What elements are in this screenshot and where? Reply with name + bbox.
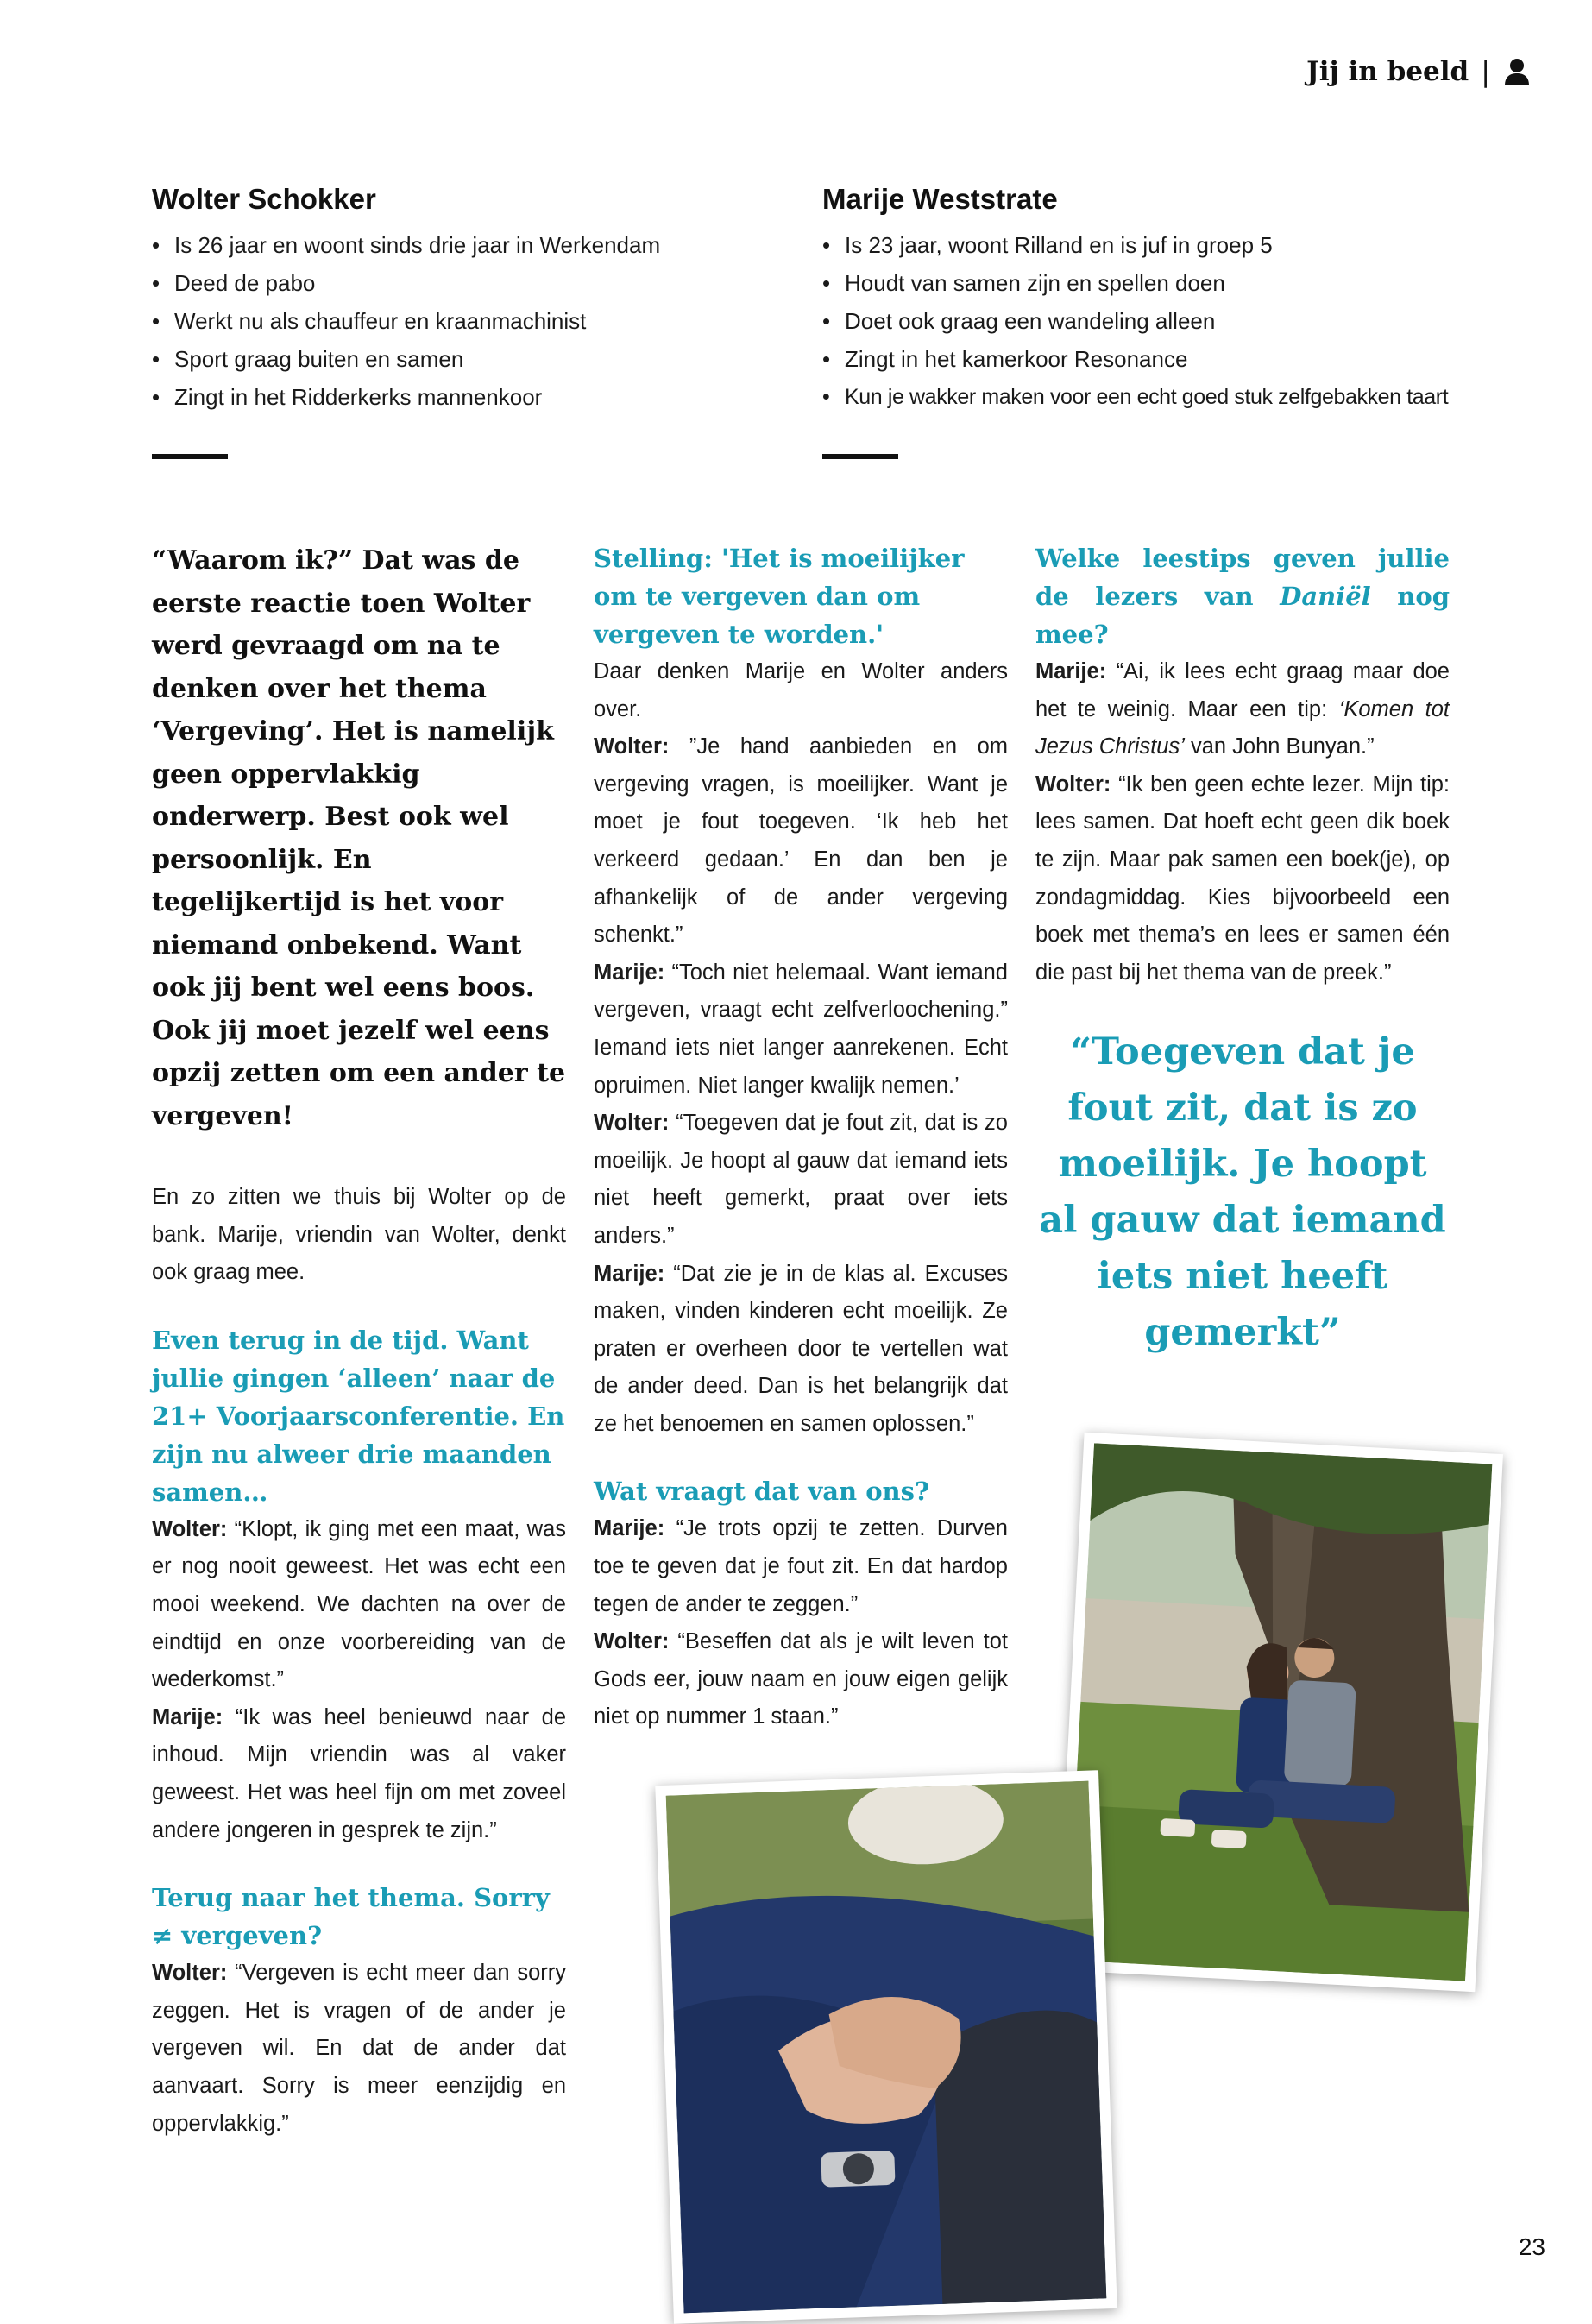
- fact-list: [822, 226, 1448, 416]
- fact-item: • Houdt van samen zijn en spellen doen: [822, 264, 1448, 302]
- column-3: [1035, 539, 1450, 1361]
- answer-text: “Toch niet helemaal. Want iemand vergeven, vraagt echt zelfverloochening.” Iemand iets niet langer aanrekenen. Echt opruimen. Niet langer kwalijk nemen.’: [594, 960, 1008, 1098]
- fact-item: • Zingt in het Ridderkerks mannenkoor: [152, 378, 660, 416]
- answer-text: “Dat zie je in de klas al. Excuses maken, vinden kinderen echt moeilijk. Ze praten er overheen door te vertellen wat de ander deed. Dan is het belangrijk dat ze het benoemen en samen oplossen.”: [594, 1261, 1008, 1436]
- answer: [1035, 653, 1450, 766]
- speaker: Marije:: [594, 1516, 665, 1541]
- answer-text: van John Bunyan.”: [1184, 734, 1375, 759]
- answer-text: “Ik ben geen echte lezer. Mijn tip: lees samen. Dat hoeft echt geen dik boek te zijn. Maar pak samen een boek(je), op zondagmiddag. Kies bijvoorbeeld een boek met thema’s en lees er samen één die past bij het thema van de preek.”: [1035, 772, 1450, 985]
- answer-text: “Je trots opzij te zetten. Durven toe te geven dat je fout zit. En dat hardop tegen de ander te zeggen.”: [594, 1516, 1008, 1616]
- section-title: Jij in beeld: [1306, 56, 1469, 87]
- speaker: Wolter:: [1035, 772, 1111, 797]
- column-1: [152, 539, 566, 2143]
- couple-tree-illustration: [1067, 1443, 1493, 1981]
- question-heading: [1035, 539, 1450, 653]
- answer: [594, 1105, 1008, 1255]
- speaker: Marije:: [594, 1261, 665, 1286]
- answer: [594, 954, 1008, 1105]
- speaker: Wolter:: [152, 1516, 228, 1541]
- fact-item: • Werkt nu als chauffeur en kraanmachinist: [152, 302, 660, 340]
- answer: [152, 1955, 566, 2143]
- photo-holding-hands: [655, 1770, 1117, 2324]
- profile-marije: [822, 183, 1448, 459]
- answer-text: ”Je hand aanbieden en om vergeving vragen, is moeilijker. Want je moet je fout toegeven. ‘Ik heb het verkeerd gedaan.’ En dan ben je afhankelijk of de ander vergeving schenkt.”: [594, 734, 1008, 948]
- paragraph: Daar denken Marije en Wolter anders over.: [594, 659, 1008, 721]
- paragraph: En zo zitten we thuis bij Wolter op de bank. Marije, vriendin van Wolter, denkt ook graag mee.: [152, 1185, 566, 1285]
- photo-couple-tree: [1056, 1433, 1503, 1993]
- fact-item: • Zingt in het kamerkoor Resonance: [822, 340, 1448, 378]
- answer-text: “Ik was heel benieuwd naar de inhoud. Mijn vriendin was al vaker geweest. Het was heel fijn om met zoveel andere jongeren in gesprek te zijn.”: [152, 1704, 566, 1842]
- fact-item: • Kun je wakker maken voor een echt goed stuk zelfgebakken taart: [822, 378, 1448, 416]
- fact-item: • Sport graag buiten en samen: [152, 340, 660, 378]
- book-title: ‘Komen tot Jezus Christus’: [1035, 696, 1450, 759]
- answer: [594, 1623, 1008, 1736]
- answer: [594, 1256, 1008, 1444]
- answer: [152, 1511, 566, 1699]
- person-icon: [1502, 57, 1532, 86]
- speaker: Wolter:: [594, 1111, 670, 1136]
- answer-text: “Beseffen dat als je wilt leven tot Gods eer, jouw naam en jouw eigen gelijk niet op nummer 1 staan.”: [594, 1629, 1008, 1729]
- question-heading: Wat vraagt dat van ons?: [594, 1477, 929, 1507]
- intro-lead: “Waarom ik?” Dat was de eerste reactie toen Wolter werd gevraagd om na te denken over het thema ‘Vergeving’. Het is namelijk geen oppervlakkig onderwerp. Best ook wel persoonlijk. En tegelijkertijd is het voor niemand onbekend. Want ook jij bent wel eens boos. Ook jij moet jezelf wel eens opzij zetten om een ander te vergeven!: [152, 545, 566, 1131]
- fact-item: • Is 23 jaar, woont Rilland en is juf in groep 5: [822, 226, 1448, 264]
- answer: [594, 1510, 1008, 1623]
- fact-item: • Deed de pabo: [152, 264, 660, 302]
- question-heading: Stelling: 'Het is moeilijker om te vergeven dan om vergeven te worden.': [594, 544, 965, 649]
- separator: |: [1481, 55, 1490, 88]
- speaker: Marije:: [594, 960, 665, 985]
- column-2: [594, 539, 1008, 1736]
- holding-hands-illustration: [666, 1781, 1107, 2314]
- question-heading: Terug naar het thema. Sorry ≠ vergeven?: [152, 1883, 550, 1951]
- answer: [152, 1699, 566, 1849]
- profile-name: Marije Weststrate: [822, 183, 1058, 215]
- divider: [152, 454, 228, 459]
- section-label: [1306, 55, 1532, 88]
- fact-item: • Is 26 jaar en woont sinds drie jaar in Werkendam: [152, 226, 660, 264]
- answer-text: “Vergeven is echt meer dan sorry zeggen. Het is vragen of de ander je vergeven wil. En dat de ander dat aanvaart. Sorry is meer eenzijdig en oppervlakkig.”: [152, 1961, 566, 2136]
- divider: [822, 454, 898, 459]
- answer: [1035, 766, 1450, 992]
- fact-list: [152, 226, 660, 416]
- question-heading: Even terug in de tijd. Want jullie gingen ‘alleen’ naar de 21+ Voorjaarsconferentie. En zijn nu alweer drie maanden samen…: [152, 1325, 565, 1507]
- answer-text: “Toegeven dat je fout zit, dat is zo moeilijk. Je hoopt al gauw dat iemand iets niet heeft gemerkt, praat over iets anders.”: [594, 1111, 1008, 1248]
- fact-item: • Doet ook graag een wandeling alleen: [822, 302, 1448, 340]
- pull-quote: “Toegeven dat je fout zit, dat is zo moeilijk. Je hoopt al gauw dat iemand iets niet heeft gemerkt”: [1039, 1030, 1446, 1355]
- speaker: Wolter:: [594, 1629, 670, 1654]
- speaker: Marije:: [1035, 659, 1107, 683]
- answer-text: “Klopt, ik ging met een maat, was er nog nooit geweest. Het was echt een mooi weekend. We dachten na over de eindtijd en onze voorbereiding van de wederkomst.”: [152, 1516, 566, 1692]
- page-number: 23: [1518, 2233, 1545, 2260]
- answer: [594, 728, 1008, 954]
- magazine-title: Daniël: [1280, 582, 1371, 611]
- heading-text: nog mee?: [1035, 582, 1450, 649]
- heading-text: Welke leestips geven jullie de lezers van: [1035, 544, 1450, 611]
- speaker: Wolter:: [152, 1961, 228, 1986]
- speaker: Wolter:: [594, 734, 670, 759]
- profile-name: Wolter Schokker: [152, 183, 376, 215]
- profile-wolter: [152, 183, 660, 459]
- answer-text: “Ai, ik lees echt graag maar doe het te weinig. Maar een tip:: [1035, 659, 1450, 721]
- speaker: Marije:: [152, 1704, 223, 1729]
